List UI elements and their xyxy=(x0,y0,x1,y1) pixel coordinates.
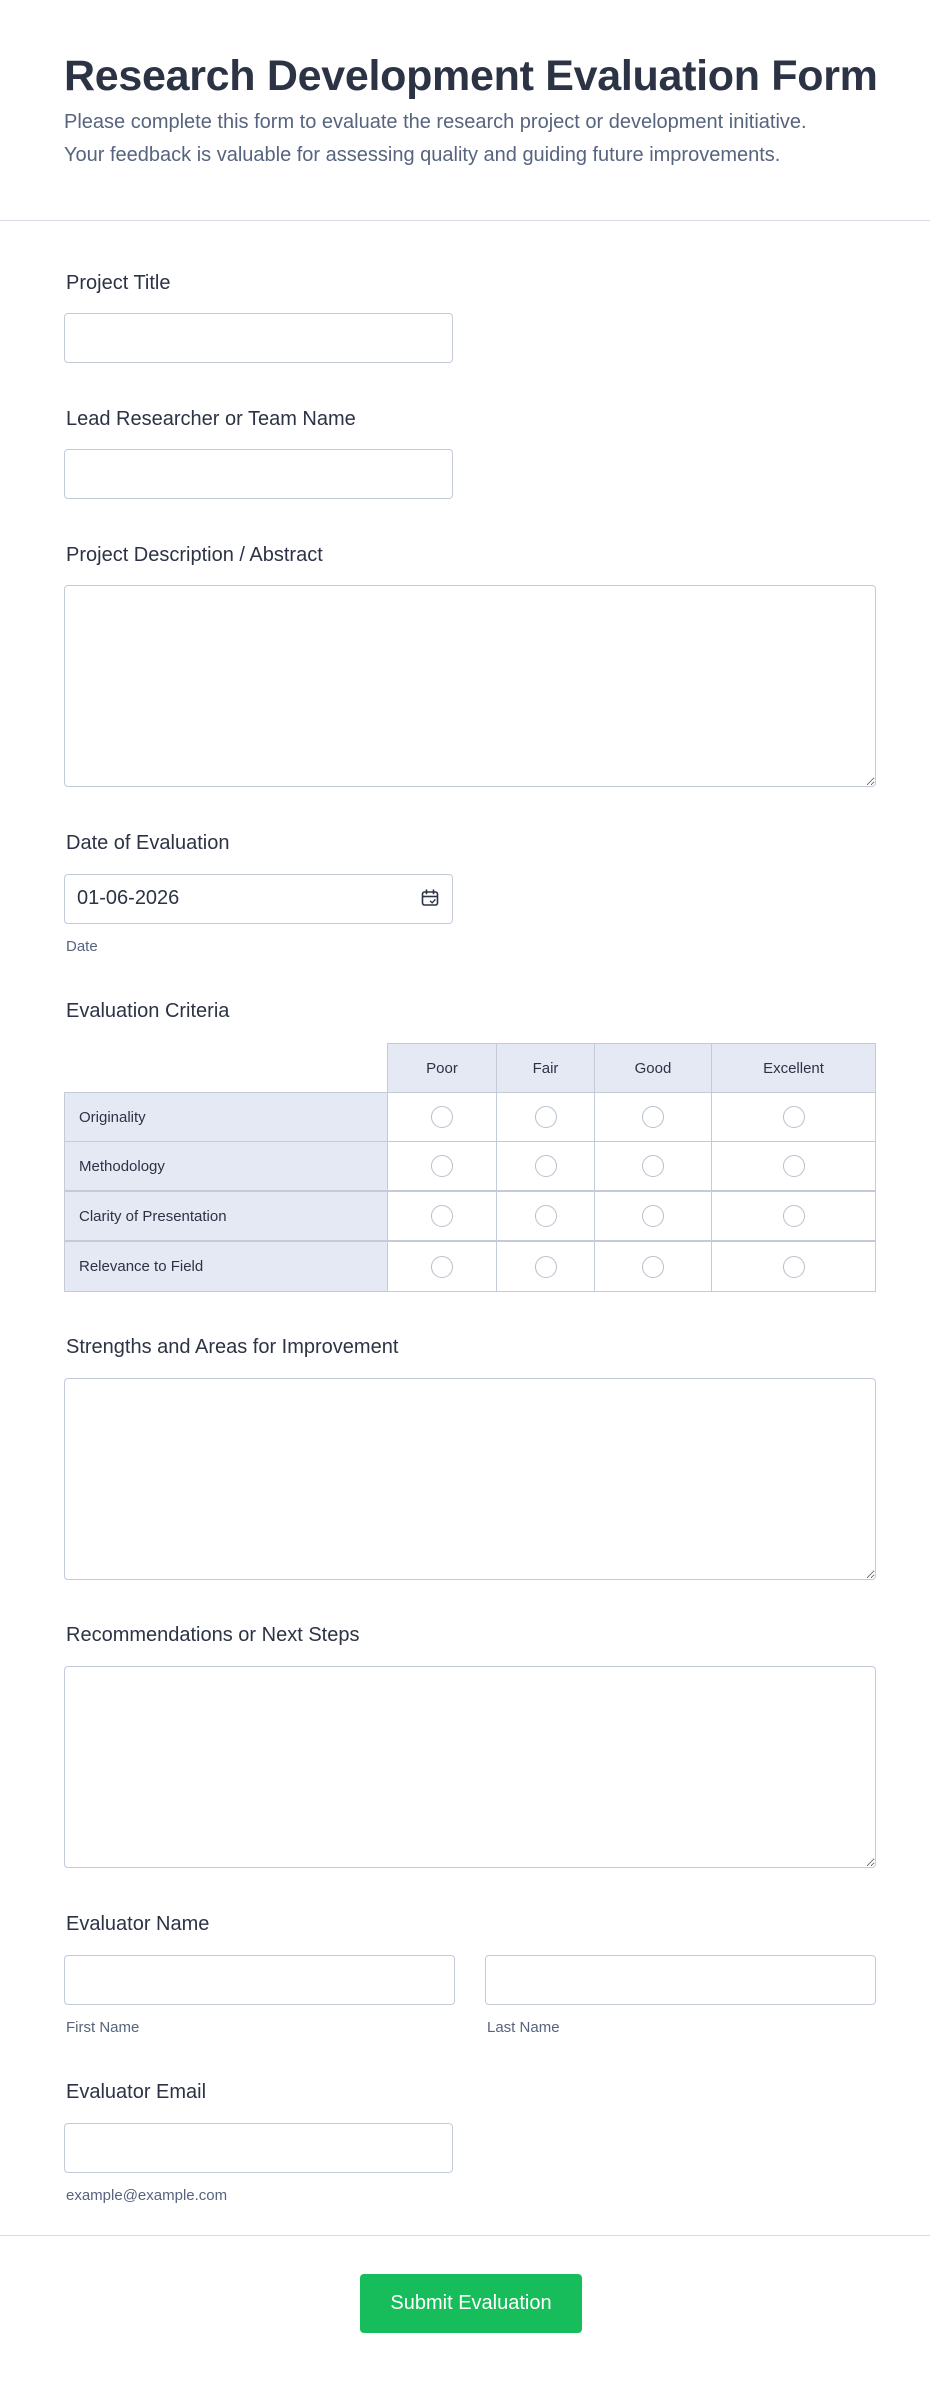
matrix-cell xyxy=(387,1241,497,1292)
radio-methodology-poor[interactable] xyxy=(431,1155,453,1177)
matrix-column-good: Good xyxy=(594,1043,712,1093)
matrix-cell xyxy=(711,1092,876,1142)
form-subtitle-line-2: Your feedback is valuable for assessing quality and guiding future improvements. xyxy=(64,144,781,166)
date-input[interactable] xyxy=(64,874,453,924)
matrix-cell xyxy=(711,1241,876,1292)
date-label: Date of Evaluation xyxy=(66,832,230,854)
evaluator-name-label: Evaluator Name xyxy=(66,1913,210,1935)
radio-clarity-excellent[interactable] xyxy=(783,1205,805,1227)
matrix-cell xyxy=(594,1141,712,1191)
date-sublabel: Date xyxy=(66,938,98,955)
form-title: Research Development Evaluation Form xyxy=(64,52,878,100)
radio-relevance-poor[interactable] xyxy=(431,1256,453,1278)
radio-clarity-fair[interactable] xyxy=(535,1205,557,1227)
matrix-cell xyxy=(496,1191,595,1241)
radio-methodology-fair[interactable] xyxy=(535,1155,557,1177)
radio-originality-good[interactable] xyxy=(642,1106,664,1128)
matrix-column-poor: Poor xyxy=(387,1043,497,1093)
project-title-label: Project Title xyxy=(66,272,171,294)
matrix-cell xyxy=(594,1191,712,1241)
recommendations-textarea[interactable] xyxy=(64,1666,876,1868)
form-header xyxy=(0,0,930,221)
lead-researcher-label: Lead Researcher or Team Name xyxy=(66,408,356,430)
matrix-column-excellent: Excellent xyxy=(711,1043,876,1093)
first-name-sublabel: First Name xyxy=(66,2019,140,2036)
radio-relevance-excellent[interactable] xyxy=(783,1256,805,1278)
radio-clarity-good[interactable] xyxy=(642,1205,664,1227)
matrix-row-methodology: Methodology xyxy=(64,1141,388,1191)
matrix-column-fair: Fair xyxy=(496,1043,595,1093)
matrix-cell xyxy=(711,1141,876,1191)
radio-methodology-excellent[interactable] xyxy=(783,1155,805,1177)
strengths-textarea[interactable] xyxy=(64,1378,876,1580)
strengths-label: Strengths and Areas for Improvement xyxy=(66,1336,399,1358)
evaluation-matrix xyxy=(64,1043,876,1292)
matrix-row-originality: Originality xyxy=(64,1092,388,1142)
form-subtitle-line-1: Please complete this form to evaluate the research project or development initiative. xyxy=(64,111,807,133)
evaluator-email-label: Evaluator Email xyxy=(66,2081,207,2103)
submit-button[interactable]: Submit Evaluation xyxy=(360,2274,582,2333)
evaluator-email-input[interactable] xyxy=(64,2123,453,2173)
description-textarea[interactable] xyxy=(64,585,876,787)
radio-methodology-good[interactable] xyxy=(642,1155,664,1177)
last-name-input[interactable] xyxy=(485,1955,876,2005)
evaluation-criteria-label: Evaluation Criteria xyxy=(66,1000,230,1022)
matrix-cell xyxy=(711,1191,876,1241)
matrix-cell xyxy=(387,1141,497,1191)
description-label: Project Description / Abstract xyxy=(66,544,323,566)
matrix-cell xyxy=(496,1141,595,1191)
radio-clarity-poor[interactable] xyxy=(431,1205,453,1227)
matrix-cell xyxy=(594,1241,712,1292)
matrix-row-clarity: Clarity of Presentation xyxy=(64,1191,388,1241)
calendar-icon[interactable] xyxy=(420,888,440,908)
matrix-row-relevance: Relevance to Field xyxy=(64,1241,388,1292)
form-subtitle xyxy=(64,106,884,172)
recommendations-label: Recommendations or Next Steps xyxy=(66,1624,360,1646)
matrix-cell xyxy=(496,1241,595,1292)
first-name-input[interactable] xyxy=(64,1955,455,2005)
project-title-input[interactable] xyxy=(64,313,453,363)
radio-originality-fair[interactable] xyxy=(535,1106,557,1128)
lead-researcher-input[interactable] xyxy=(64,449,453,499)
last-name-sublabel: Last Name xyxy=(487,2019,560,2036)
matrix-cell xyxy=(387,1092,497,1142)
date-value: 01-06-2026 xyxy=(77,887,180,909)
radio-relevance-fair[interactable] xyxy=(535,1256,557,1278)
radio-relevance-good[interactable] xyxy=(642,1256,664,1278)
radio-originality-excellent[interactable] xyxy=(783,1106,805,1128)
footer-divider xyxy=(0,2235,930,2236)
evaluator-email-sublabel: example@example.com xyxy=(66,2187,228,2204)
radio-originality-poor[interactable] xyxy=(431,1106,453,1128)
matrix-cell xyxy=(594,1092,712,1142)
matrix-cell xyxy=(496,1092,595,1142)
matrix-cell xyxy=(387,1191,497,1241)
